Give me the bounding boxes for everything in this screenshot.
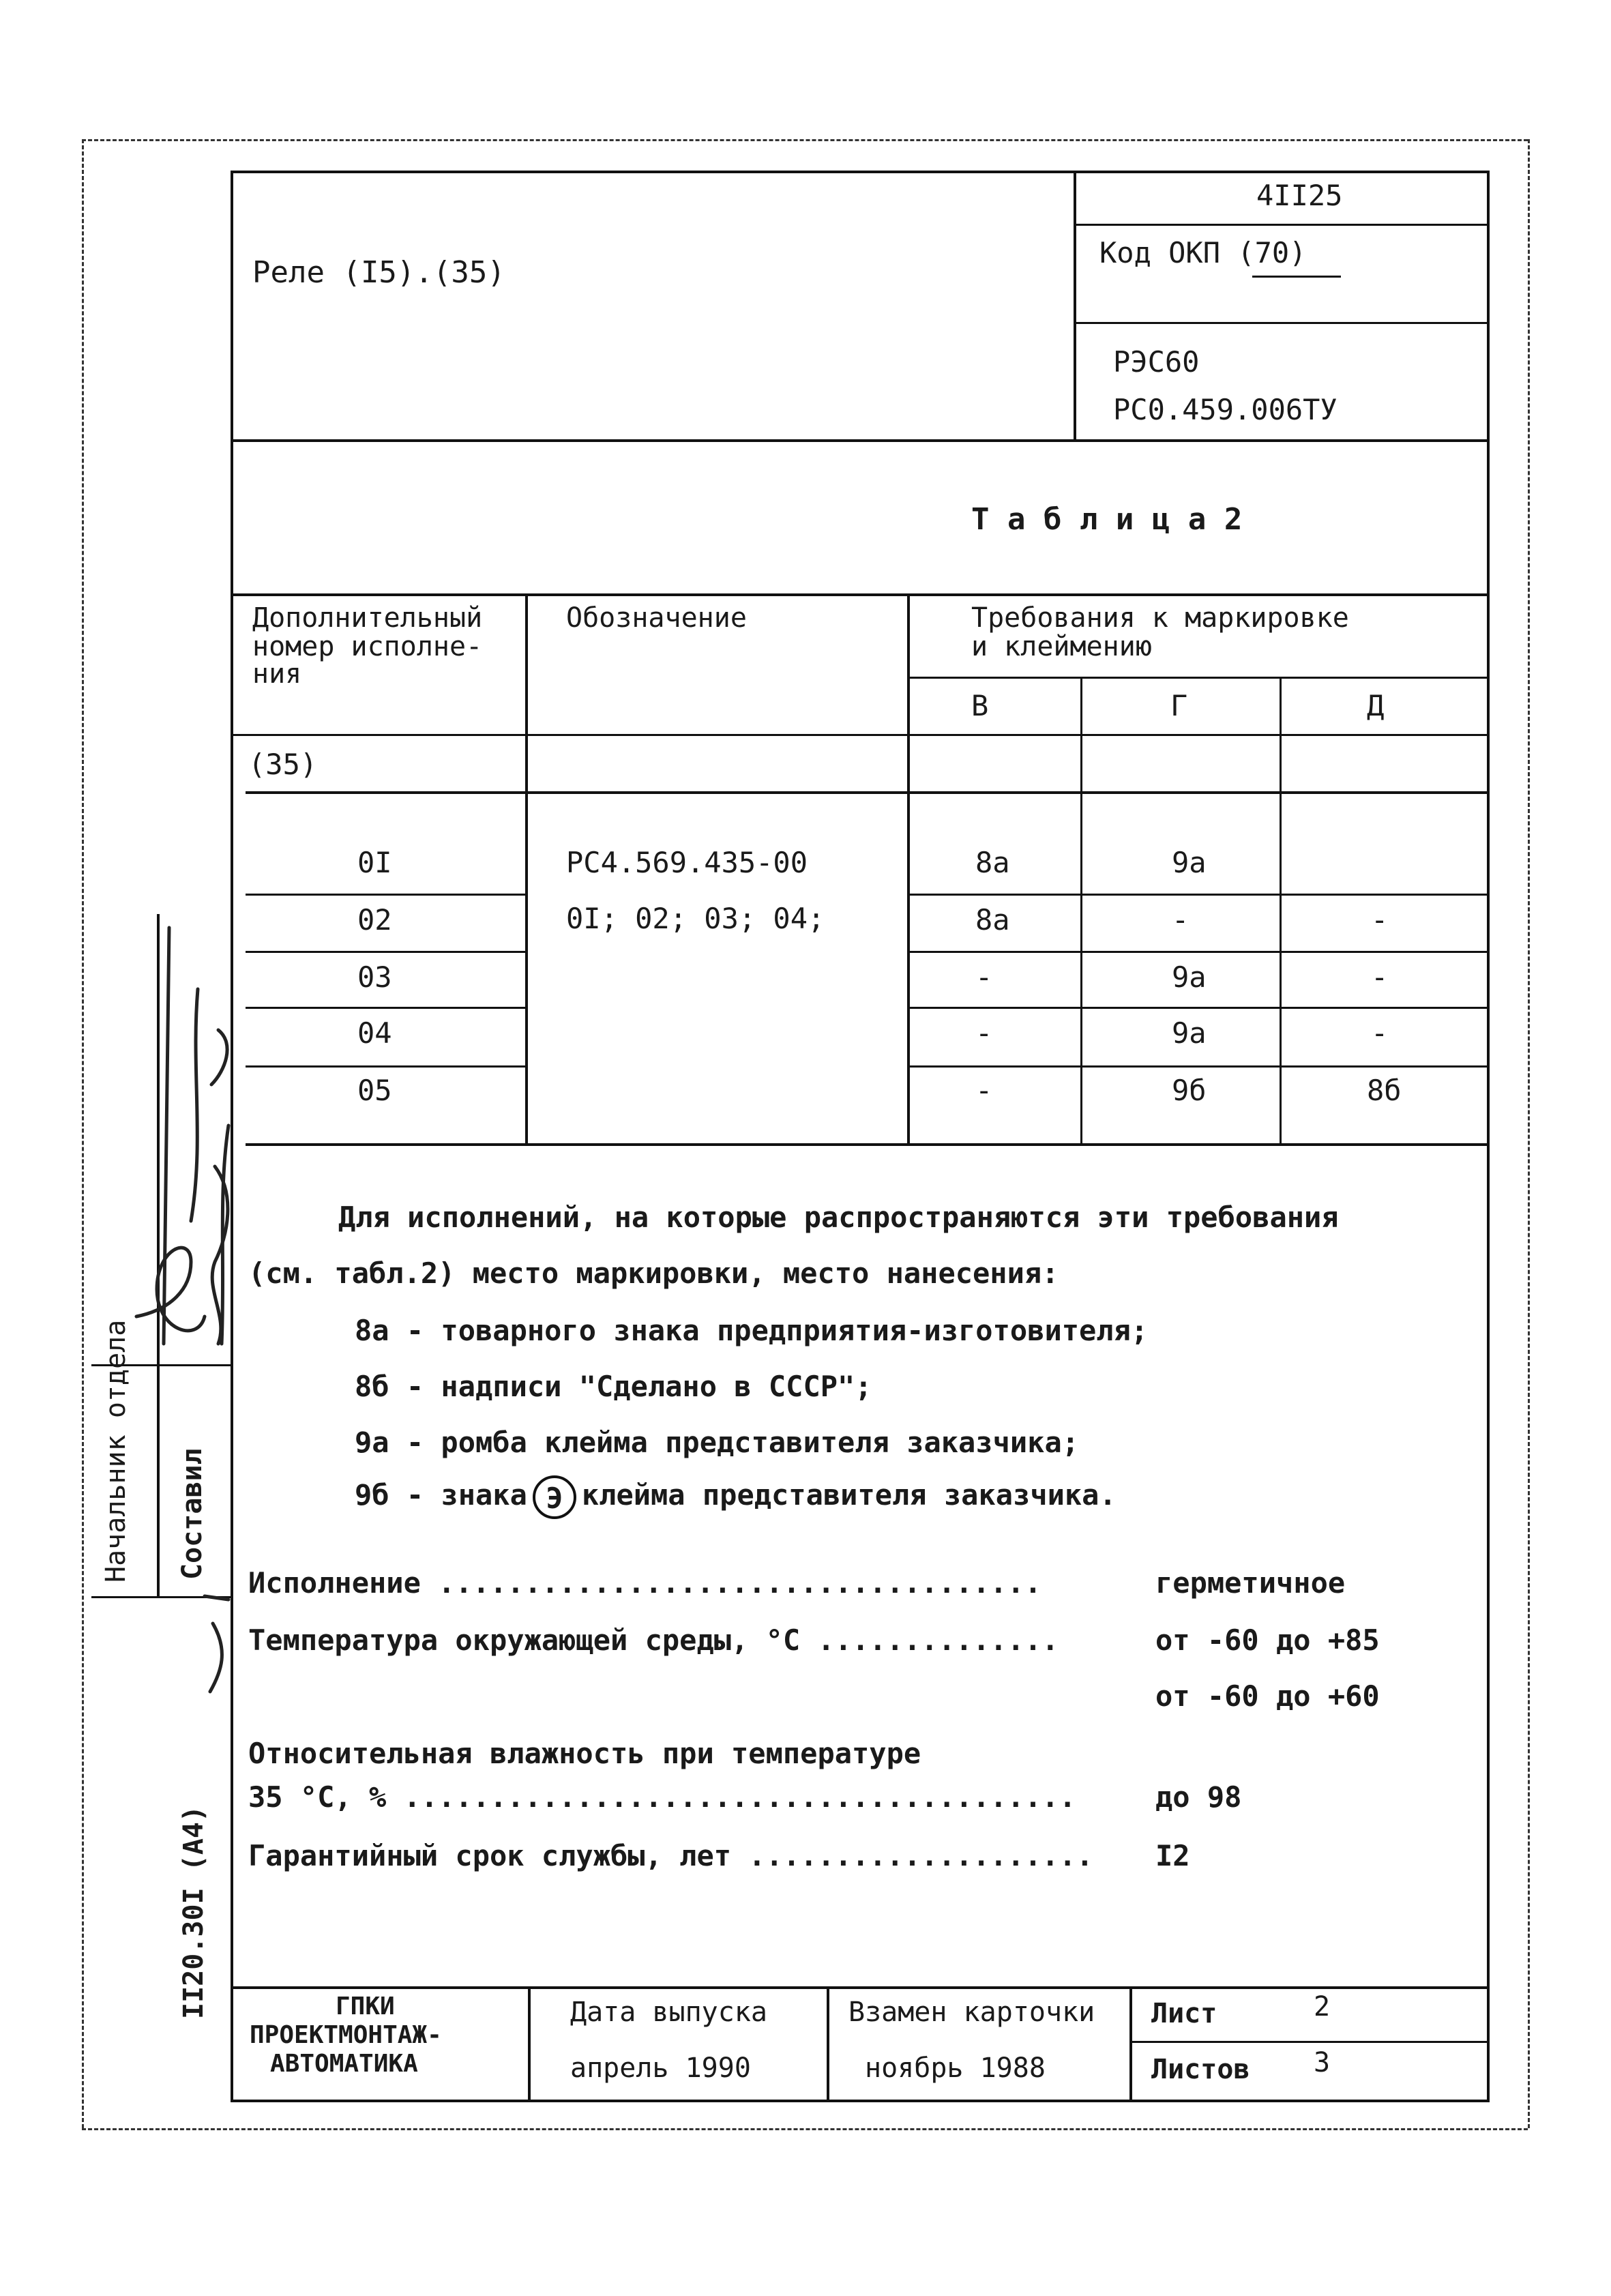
release-date-label: Дата выпуска [570,1997,767,2028]
replaces-card-label: Взамен карточки [848,1997,1095,2028]
head-of-department-label: Начальник отдела [100,1319,132,1583]
row-number: 02 [357,903,392,937]
cut-line-top [82,139,1528,141]
org-line3: АВТОМАТИКА [270,2050,418,2078]
okp-code: Код ОКП (70) [1099,236,1307,269]
spec-number: РС0.459.006ТУ [1113,393,1337,426]
org-line2: ПРОЕКТМОНТАЖ- [250,2021,442,2049]
subheader-g: Г [1170,689,1188,722]
note-item-8b: 8б - надписи "Сделано в СССР"; [355,1370,872,1403]
designation-line1: РС4.569.435-00 [566,846,808,879]
header-number-line1: Дополнительный [252,602,483,634]
row-d: - [1371,1016,1389,1050]
subheader-d: Д [1367,689,1385,722]
spec-humidity-value: до 98 [1155,1780,1242,1814]
row-g: 9а [1172,960,1207,994]
cut-line-left [82,139,84,2128]
spec-temperature-label: Температура окружающей среды, °C .............. [248,1623,1059,1657]
spec-humidity-label2: 35 °C, % ....................................... [248,1780,1076,1814]
sheets-total: 3 [1314,2047,1331,2078]
table-top-rule [231,593,1490,596]
cut-line-right [1528,139,1530,2128]
row-v: 8а [975,903,1010,937]
header-requirements-line1: Требования к маркировке [971,602,1349,634]
table-group-label: (35) [248,748,318,781]
format-code: II20.30I (А4) [178,1805,209,2019]
row-v: - [975,1074,993,1107]
spec-temperature-value1: от -60 до +85 [1155,1623,1380,1657]
signatures [89,907,239,1862]
note-item-9b [355,1473,1117,1519]
spec-warranty-label: Гарантийный срок службы, лет .................... [248,1839,1094,1872]
row-g: 9а [1172,846,1207,879]
note-item-8a: 8а - товарного знака предприятия-изготовителя; [355,1314,1149,1347]
header-requirements-line2: и клеймению [971,631,1152,662]
product-name: Реле (I5).(35) [252,255,505,290]
row-d: 8б [1367,1074,1402,1107]
row-v: - [975,960,993,994]
org-line1: ГПКИ [336,1992,395,2020]
subheader-v: В [971,689,989,722]
spec-temperature-value2: от -60 до +60 [1155,1679,1380,1713]
composed-by-label: Составил [177,1448,208,1580]
table-title: Т а б л и ц а 2 [971,502,1243,537]
row-g: 9б [1172,1074,1207,1107]
row-number: 0I [357,846,392,879]
row-d: - [1371,960,1389,994]
replaces-card-value: ноябрь 1988 [865,2052,1046,2084]
note-item-9a: 9а - ромба клейма представителя заказчика; [355,1426,1080,1459]
header-designation: Обозначение [566,602,747,634]
header-number-line3: ния [252,658,302,690]
notes-intro-line1: Для исполнений, на которые распространяются эти требования [338,1201,1339,1234]
row-g: 9а [1172,1016,1207,1050]
header-number-line2: номер исполне- [252,631,483,662]
row-g: - [1172,903,1189,937]
designation-line2: 0I; 02; 03; 04; [566,902,825,935]
spec-execution-value: герметичное [1155,1566,1346,1600]
cut-line-bottom [82,2128,1528,2130]
sheet-number: 2 [1314,1991,1331,2022]
row-number: 04 [357,1016,392,1050]
mark-e-symbol: Э [533,1475,576,1519]
product-type: РЭС60 [1113,345,1200,379]
row-number: 03 [357,960,392,994]
spec-humidity-label1: Относительная влажность при температуре [248,1737,921,1770]
note-item-9b-prefix: 9б - знака [355,1478,527,1512]
release-date-value: апрель 1990 [570,2052,751,2084]
doc-number: 4II25 [1256,179,1343,212]
row-v: 8а [975,846,1010,879]
notes-intro-line2: (см. табл.2) место маркировки, место нанесения: [248,1256,1059,1290]
sheets-label: Листов [1151,2054,1250,2085]
row-number: 05 [357,1074,392,1107]
spec-warranty-value: I2 [1155,1839,1190,1872]
note-item-9b-suffix: клейма представителя заказчика. [581,1478,1117,1512]
row-d: - [1371,903,1389,937]
sheet-label: Лист [1151,1998,1217,2029]
row-v: - [975,1016,993,1050]
spec-execution-label: Исполнение ................................... [248,1566,1042,1600]
